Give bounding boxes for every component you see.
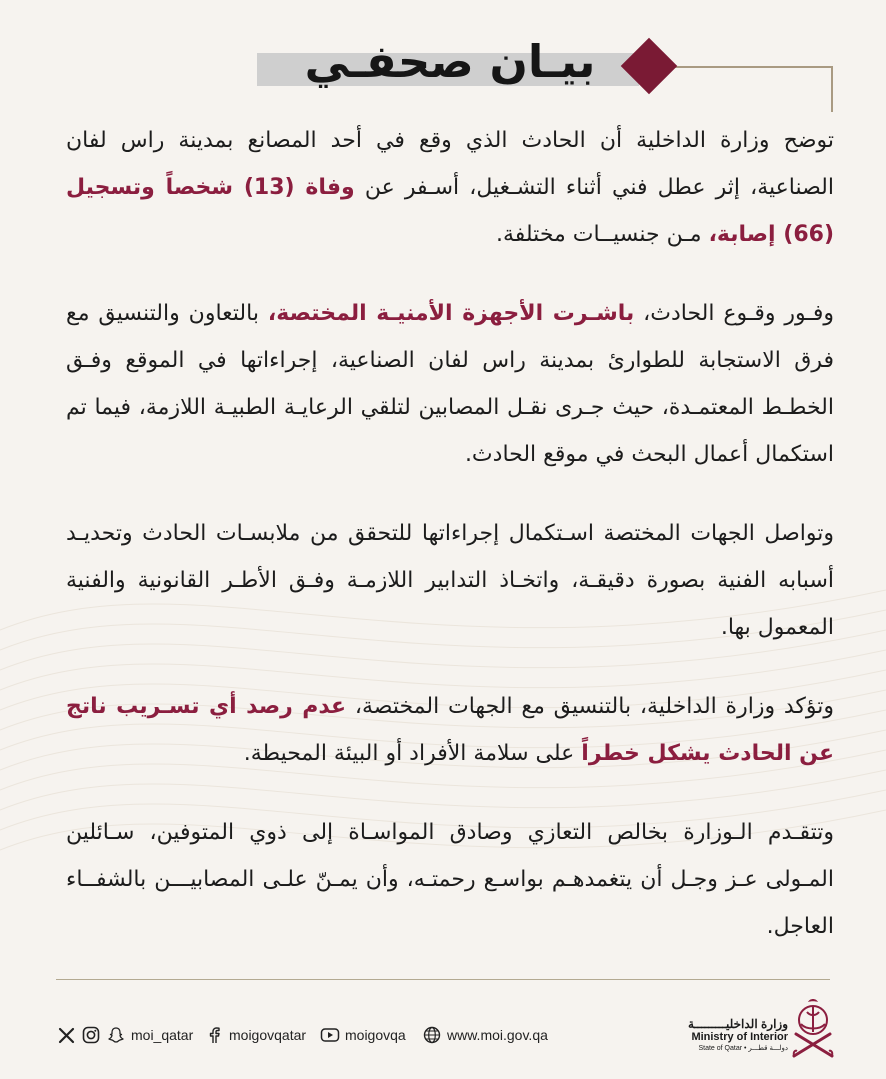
paragraph-text: وتؤكد وزارة الداخلية، بالتنسيق مع الجهات المختصة،	[346, 694, 834, 719]
ministry-name-arabic: وزارة الداخليـــــــــة	[687, 1017, 788, 1031]
ministry-logo-text	[670, 1017, 788, 1054]
title-decor-line	[672, 66, 833, 68]
social-handle: moigovqa	[345, 1027, 406, 1043]
social-handle: moi_qatar	[131, 1027, 194, 1043]
website-url: www.moi.gov.qa	[447, 1027, 548, 1043]
paragraph	[66, 510, 834, 651]
paragraph-text: مـن جنسيــات مختلفة.	[495, 222, 709, 247]
facebook-icon	[204, 1025, 224, 1045]
paragraph-text: توضح وزارة الداخلية أن الحادث الذي وقع في أحد المصانع بمدينة راس لفان الصناعية، إثر عطل فني أثناء التشـغيل، أسـفر عن	[66, 128, 834, 200]
highlighted-text: عدم رصد أي تسـريب ناتج عن الحادث يشكل خطراً	[66, 694, 834, 766]
social-handle: moigovqatar	[229, 1027, 307, 1043]
paragraph	[66, 683, 834, 777]
paragraph	[66, 117, 834, 258]
paragraph	[66, 290, 834, 478]
footer	[50, 1000, 840, 1070]
footer-divider	[56, 979, 830, 980]
social-link-youtube[interactable]	[320, 1022, 406, 1048]
state-of-qatar-label: State of Qatar • دولـــة قطـــر	[698, 1045, 788, 1052]
highlighted-text: باشـرت الأجهزة الأمنيـة المختصة،	[267, 301, 635, 326]
paragraph-text: وتتقـدم الـوزارة بخالص التعازي وصادق المواسـاة إلى ذوي المتوفين، سـائلين المـولى عـز وجـل أن يتغمدهـم بواسـع رحمتـه، وأن يمـنّ علـى المصابيـــن بالشفــاء العاجل.	[66, 820, 834, 939]
globe-icon	[422, 1025, 442, 1045]
page-title: بيـان صحفـي	[304, 35, 596, 88]
paragraph-text: بالتعاون والتنسيق مع فرق الاستجابة للطوارئ بمدينة راس لفان الصناعية، إجراءاتها في الموقع وفـق الخطـط المعتمـدة، حيث جـرى نقـل المصابين لتلقي الرعايـة الطبيـة اللازمة، فيما تم استكمال أعمال البحث في موقع الحادث.	[66, 301, 834, 467]
social-link-moi-qatar[interactable]	[56, 1022, 193, 1048]
qatar-emblem-icon	[790, 994, 836, 1062]
social-link-facebook[interactable]	[204, 1022, 306, 1048]
x-icon	[56, 1025, 76, 1045]
ministry-name-english: Ministry of Interior	[691, 1031, 788, 1043]
highlighted-text: وفاة (13) شخصاً وتسجيل (66) إصابة،	[66, 175, 834, 247]
paragraph-text: على سلامة الأفراد أو البيئة المحيطة.	[243, 741, 582, 766]
statement-body	[66, 117, 834, 950]
paragraph-text: وتواصل الجهات المختصة اسـتكمال إجراءاتها للتحقق من ملابسـات الحادث وتحديـد أسبابه الفنية بصورة دقيقـة، واتخـاذ التدابير اللازمـة وفـق الأطـر القانونية والفنية المعمول بها.	[66, 521, 834, 640]
paragraph-text: وفـور وقـوع الحادث،	[634, 301, 834, 326]
title-decor-line-vertical	[831, 66, 833, 112]
instagram-icon	[81, 1025, 101, 1045]
youtube-icon	[320, 1025, 340, 1045]
website-link[interactable]	[422, 1022, 548, 1048]
snapchat-icon	[106, 1025, 126, 1045]
paragraph	[66, 809, 834, 950]
